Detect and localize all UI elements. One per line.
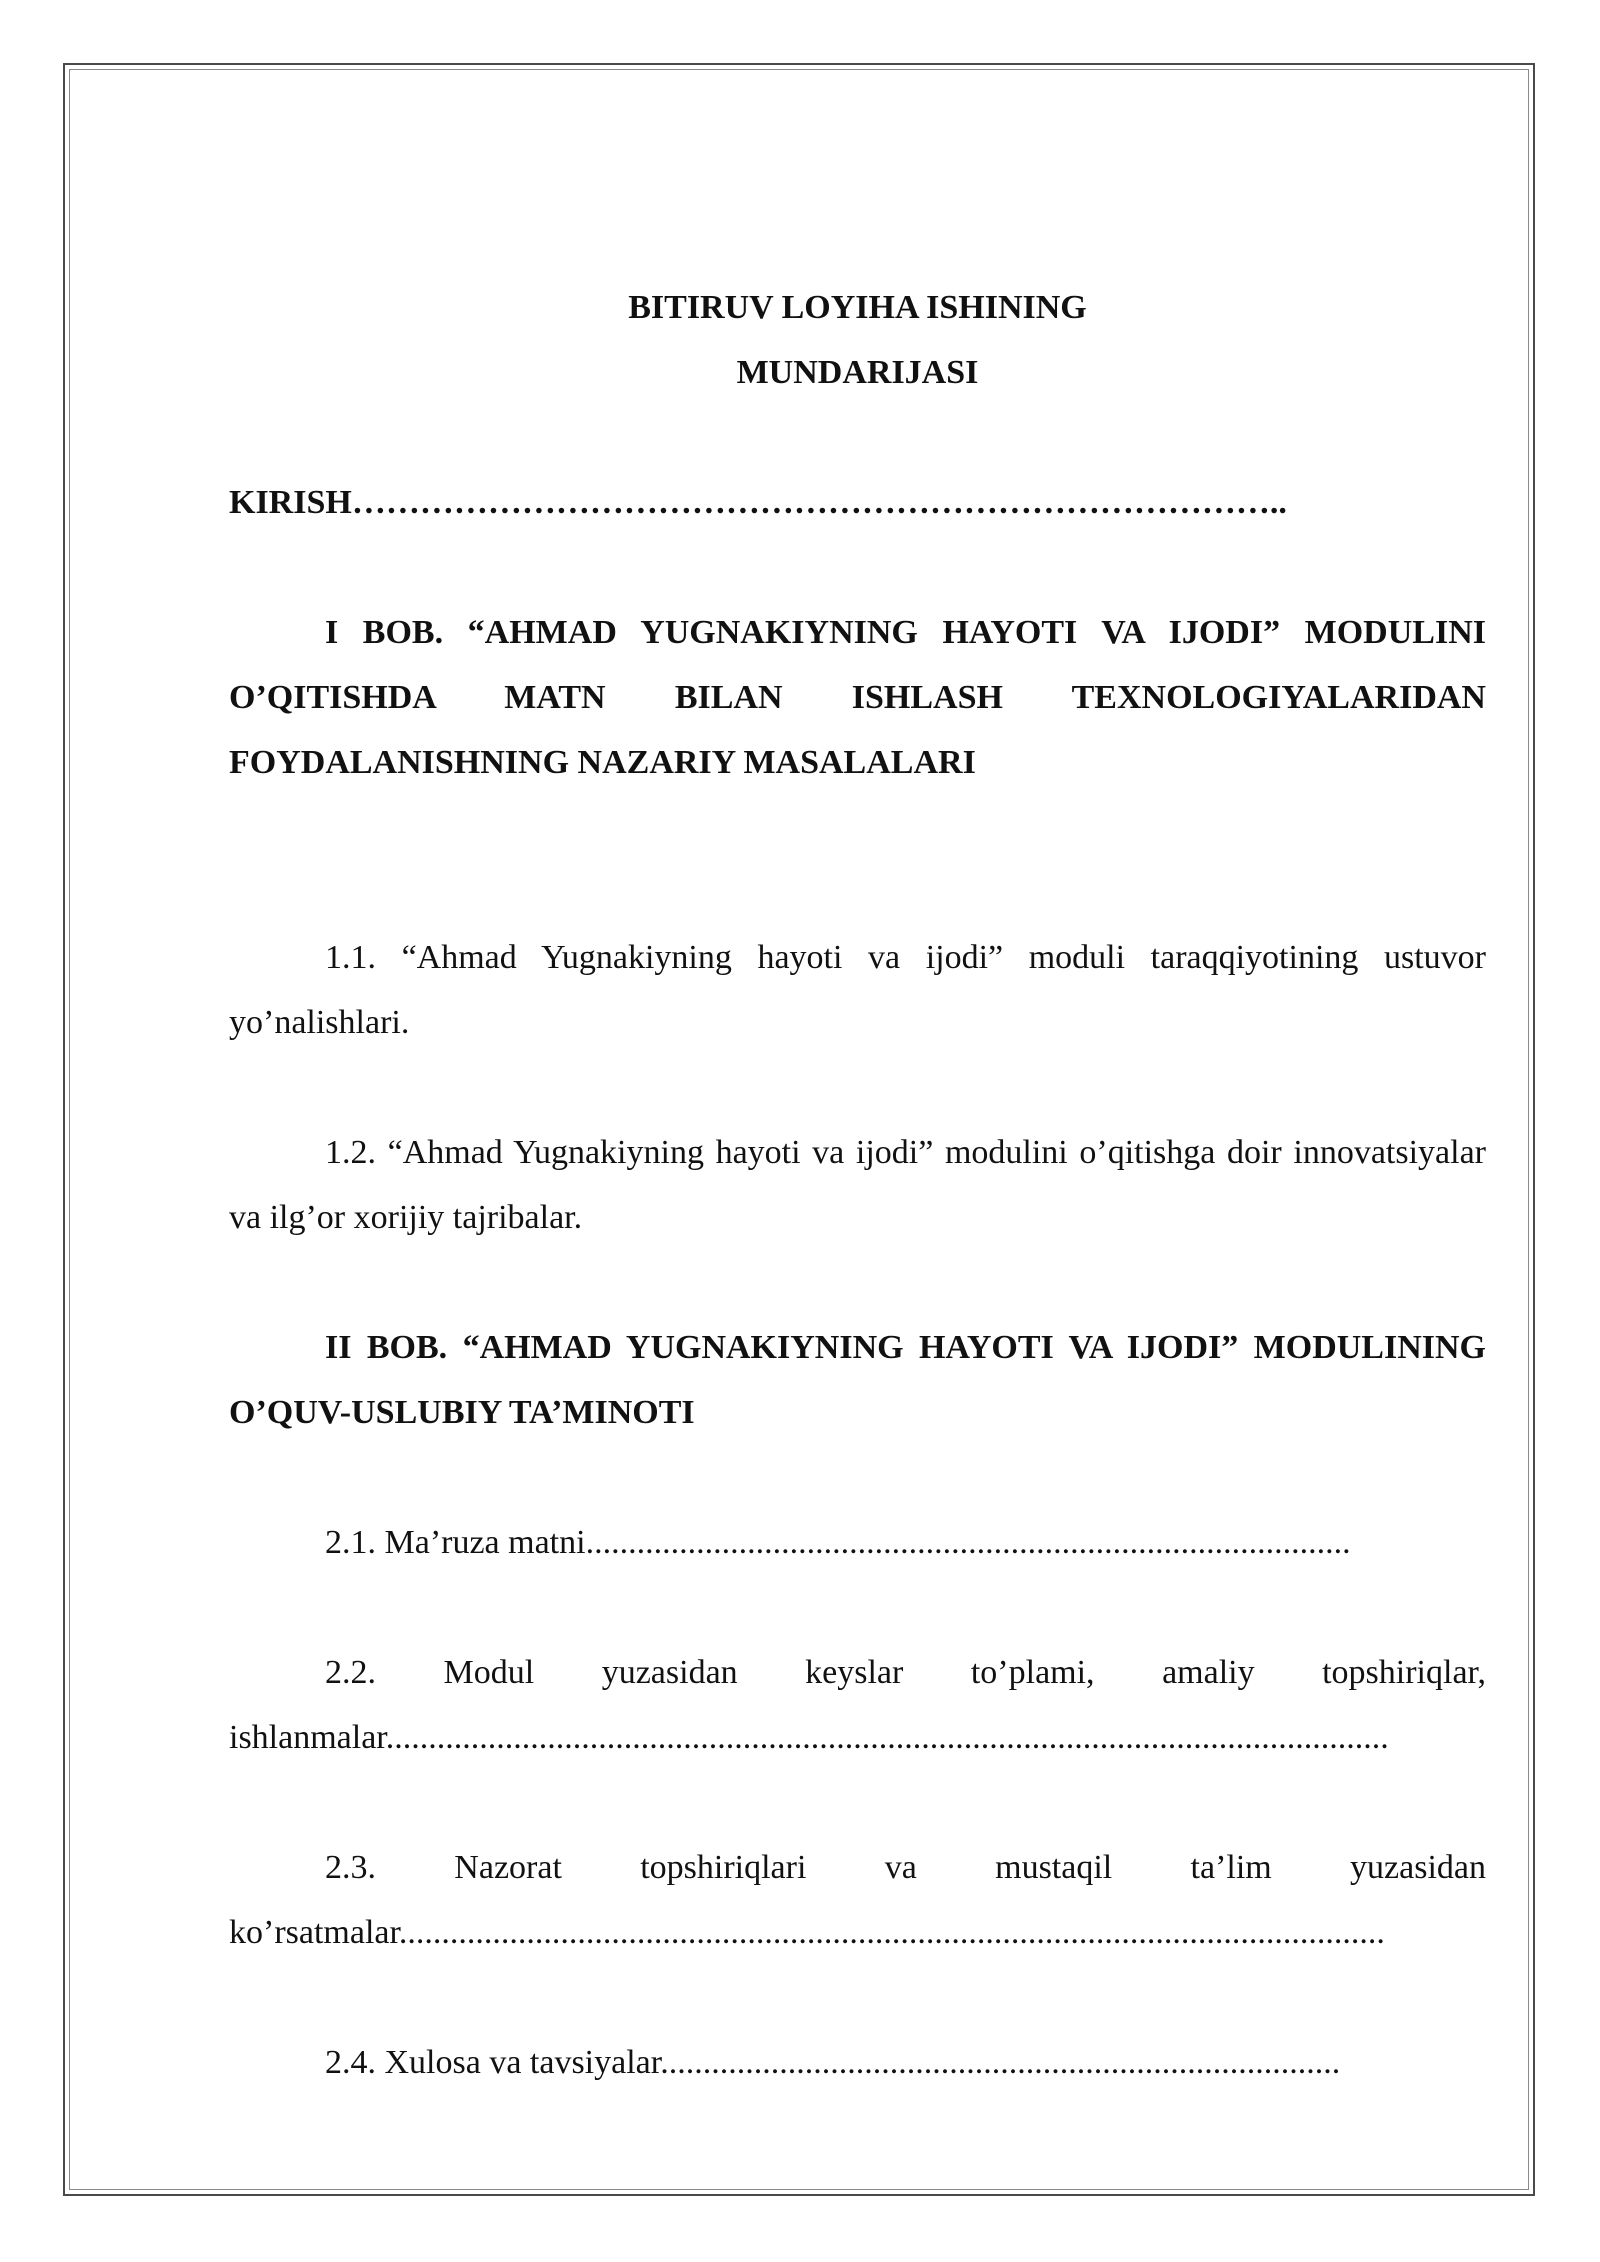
toc-section-2-4: 2.4. Xulosa va tavsiyalar................................................................................: [325, 2044, 1341, 2081]
document-title-line2: MUNDARIJASI: [736, 354, 979, 391]
toc-section-1-1: 1.1. “Ahmad Yugnakiyning hayoti va ijodi” moduli taraqqiyotining ustuvor yo’nalishlari.: [229, 939, 1486, 1041]
toc-section-2-2: 2.2. Modul yuzasidan keyslar to’plami, amaliy topshiriqlar, ishlanmalar......................................................................................................................: [229, 1654, 1486, 1756]
toc-section-2-3: 2.3. Nazorat topshiriqlari va mustaqil ta’lim yuzasidan ko’rsatmalar....................................................................................................................: [229, 1849, 1486, 1951]
toc-intro: KIRISH………………………………………………………………………..: [229, 484, 1287, 521]
document-title-line1: BITIRUV LOYIHA ISHINING: [628, 289, 1087, 326]
toc-chapter1-heading: I BOB. “AHMAD YUGNAKIYNING HAYOTI VA IJODI” MODULINI O’QITISHDA MATN BILAN ISHLASH TEXNOLOGIYALARIDAN FOYDALANISHNING NAZARIY MASALALARI: [229, 614, 1486, 781]
toc-section-1-2: 1.2. “Ahmad Yugnakiyning hayoti va ijodi” modulini o’qitishga doir innovatsiyalar va ilg’or xorijiy tajribalar.: [229, 1134, 1486, 1236]
toc-section-2-1: 2.1. Ma’ruza matni..........................................................................................: [325, 1524, 1351, 1561]
toc-chapter2-heading: II BOB. “AHMAD YUGNAKIYNING HAYOTI VA IJODI” MODULINING O’QUV-USLUBIY TA’MINOTI: [229, 1329, 1486, 1431]
